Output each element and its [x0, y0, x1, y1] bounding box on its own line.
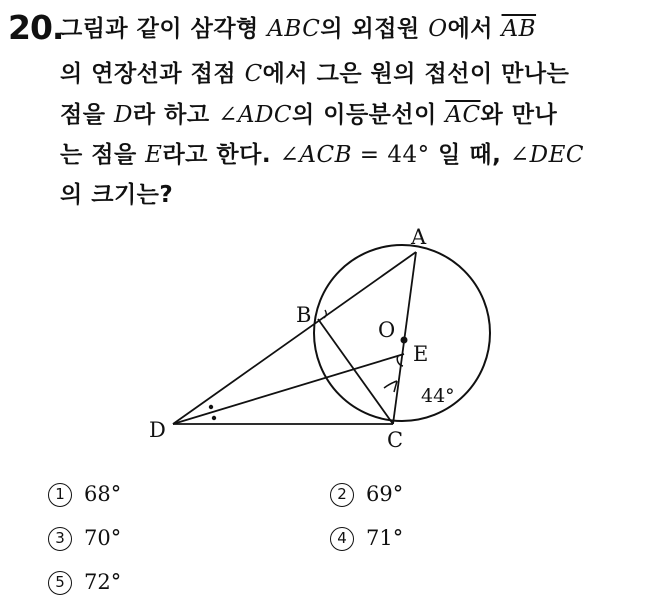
text-segment: 의 외접원 — [320, 16, 429, 42]
choice-number-icon: 1 — [48, 483, 72, 507]
math-point-e: E — [145, 142, 163, 168]
choice-text: 68° — [84, 482, 122, 506]
math-segment-ab: $\overline{AB}$ — [501, 16, 537, 42]
center-dot — [401, 337, 408, 344]
text-segment: 는 점을 — [60, 142, 146, 168]
choice-number-icon: 4 — [330, 527, 354, 551]
choice-5[interactable] — [48, 570, 121, 595]
math-circle-o: O — [428, 16, 448, 42]
choice-text: 69° — [366, 482, 404, 506]
text-segment: 에서 그은 원의 접선이 만나는 — [262, 61, 570, 87]
text-segment: 와 만나 — [480, 102, 558, 128]
bisector-mark — [212, 416, 216, 420]
choice-4[interactable] — [330, 526, 403, 551]
text-segment: 일 때, — [429, 142, 510, 168]
choice-number-icon: 5 — [48, 571, 72, 595]
line-de — [173, 354, 404, 424]
math-segment-ac: $\overline{AC}$ — [445, 102, 481, 128]
math-angle-adc: ∠ADC — [218, 102, 292, 128]
choice-number-icon: 2 — [330, 483, 354, 507]
choice-text: 72° — [84, 570, 122, 594]
text-segment: 점을 — [60, 102, 114, 128]
choice-3[interactable] — [48, 526, 121, 551]
choice-1[interactable] — [48, 482, 121, 507]
math-angle-acb: ∠ACB — [279, 142, 352, 168]
math-point-d: D — [113, 102, 133, 128]
math-triangle-abc: ABC — [267, 16, 321, 42]
bisector-mark — [209, 405, 213, 409]
label-o: O — [378, 318, 396, 342]
text-segment: 그림과 같이 삼각형 — [60, 16, 268, 42]
text-segment: 의 크기는? — [60, 182, 174, 208]
text-segment: 에서 — [447, 16, 502, 42]
label-e: E — [413, 342, 429, 366]
label-c: C — [387, 428, 404, 452]
choice-text: 71° — [366, 526, 404, 550]
choice-number-icon: 3 — [48, 527, 72, 551]
choice-2[interactable] — [330, 482, 403, 507]
text-segment: 의 연장선과 접점 — [60, 61, 245, 87]
math-point-c: C — [244, 61, 263, 87]
text-segment: 라고 한다. — [162, 142, 280, 168]
label-angle-44: 44° — [421, 385, 455, 407]
question-number: 20. — [8, 8, 64, 47]
math-angle-value: = 44° — [351, 142, 430, 168]
math-angle-dec: ∠DEC — [509, 142, 584, 168]
text-segment: 의 이등분선이 — [292, 102, 446, 128]
label-b: B — [296, 303, 312, 327]
label-a: A — [411, 225, 427, 249]
text-segment: 라 하고 — [132, 102, 219, 128]
label-d: D — [149, 418, 166, 442]
choice-text: 70° — [84, 526, 122, 550]
circumcircle — [314, 245, 490, 421]
